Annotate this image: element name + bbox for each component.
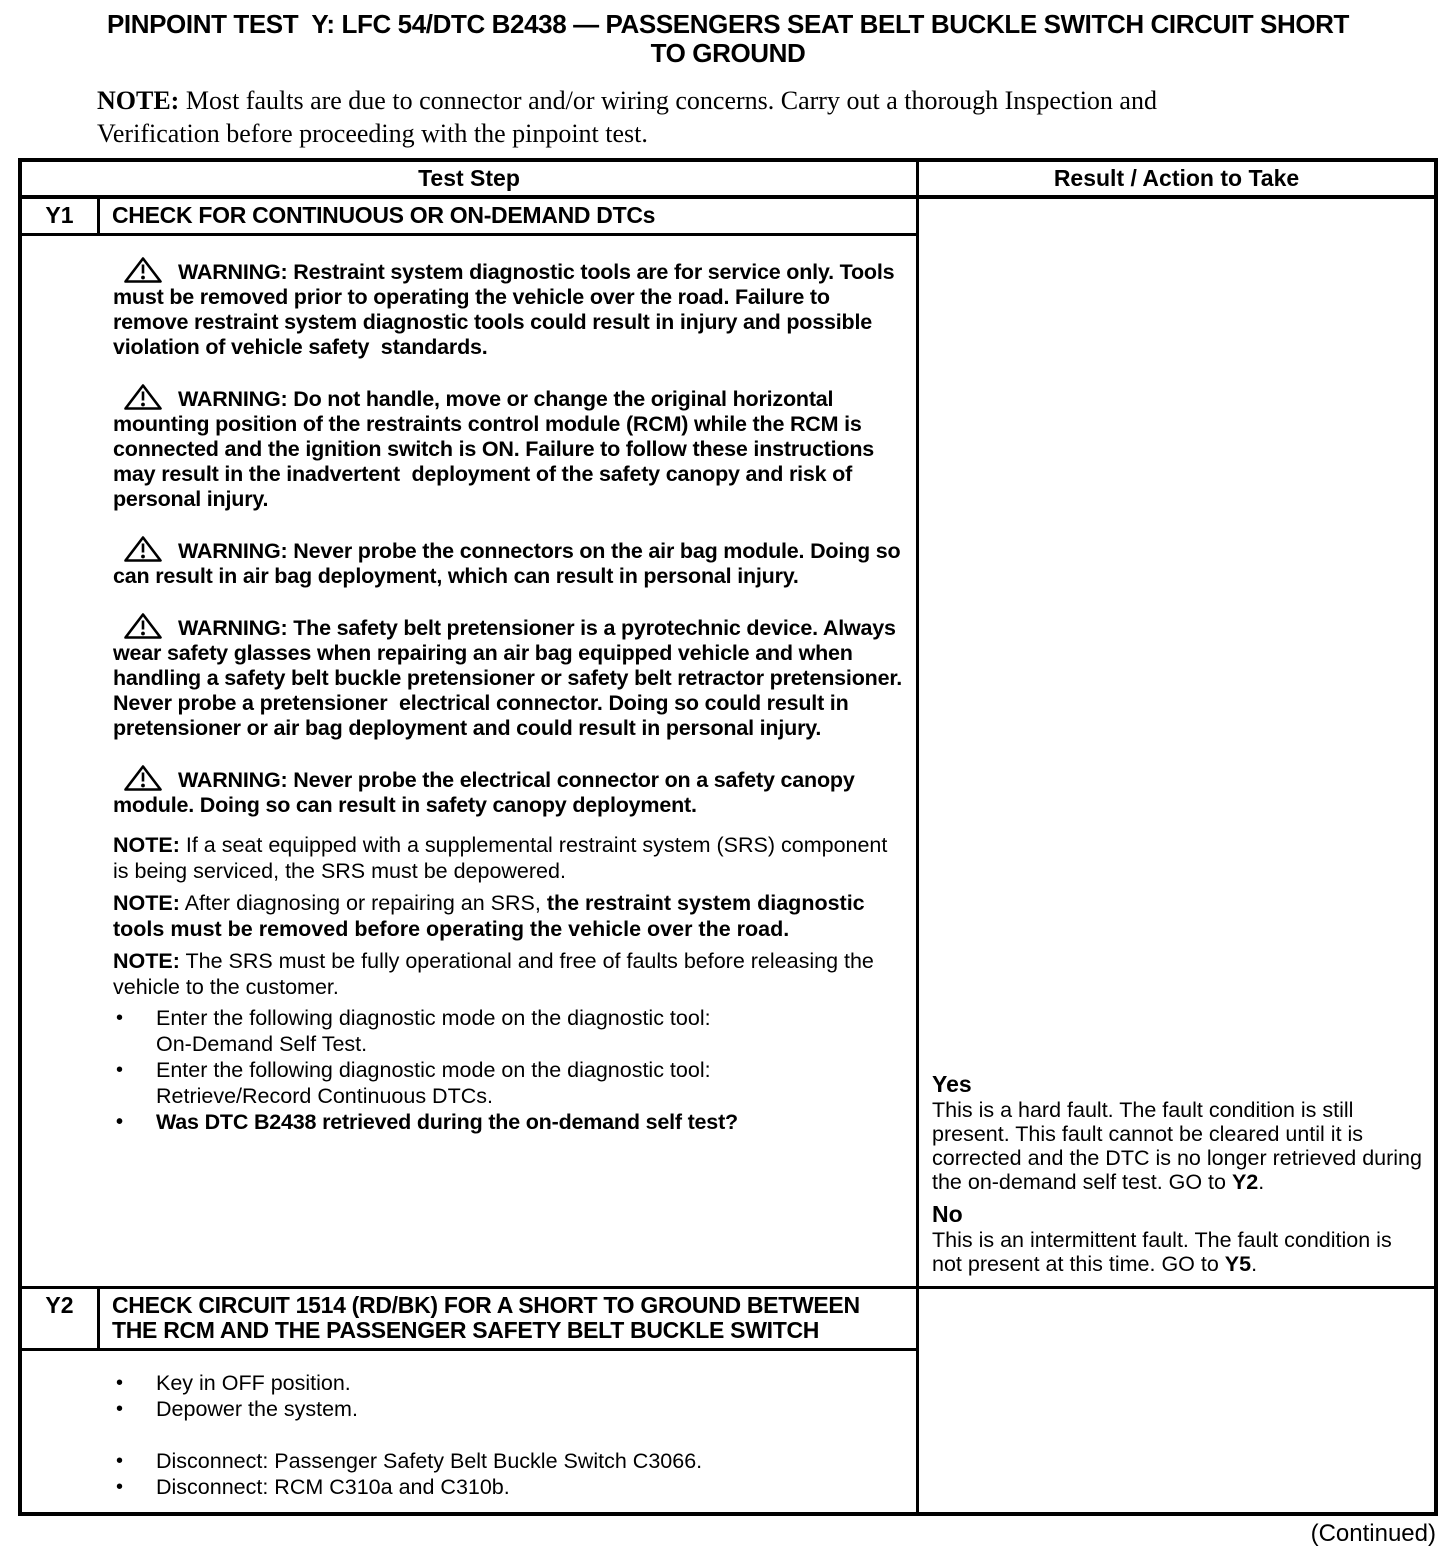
note-text: After diagnosing or repairing an SRS, bbox=[184, 891, 547, 915]
bullet-item bbox=[113, 1109, 904, 1135]
step-y1-id: Y1 bbox=[22, 199, 100, 233]
bullet-item bbox=[113, 1057, 904, 1109]
warning-icon bbox=[123, 256, 163, 284]
note-bold-text: the restraint system diagnostic tools must be removed before operating the vehicle over the road. bbox=[113, 891, 865, 941]
bullet-text bbox=[156, 1005, 904, 1057]
warning-icon bbox=[123, 764, 163, 792]
page-title-line2: TO GROUND bbox=[650, 38, 806, 68]
warning-text: WARNING: Restraint system diagnostic tools are for service only. Tools must be removed prior to operating the vehicle over the road. Failure to remove restraint system diagnostic tools could result in injury and possible violation of vehicle safety standards. bbox=[113, 260, 901, 359]
bullet-line: Retrieve/Record Continuous DTCs. bbox=[156, 1084, 493, 1108]
bullet-text: • Key in OFF position. bbox=[156, 1371, 351, 1395]
intro-note-text: Most faults are due to connector and/or wiring concerns. Carry out a thorough Inspection and Verification before proceeding with the pinpoint test. bbox=[97, 86, 1157, 148]
intro-note bbox=[97, 84, 1222, 150]
result-yes-text bbox=[932, 1098, 1424, 1194]
bullet-line: On-Demand Self Test. bbox=[156, 1032, 368, 1056]
warning-text: WARNING: Never probe the connectors on the air bag module. Doing so can result in air bag deployment, which can result in personal injury. bbox=[113, 539, 907, 588]
note-label: NOTE: bbox=[113, 891, 180, 915]
bullet-list bbox=[113, 1005, 904, 1135]
note-label: NOTE: bbox=[113, 949, 180, 973]
step-block-y1 bbox=[22, 199, 1434, 1286]
warning-paragraph bbox=[113, 256, 904, 360]
warning-icon bbox=[123, 383, 163, 411]
result-text-segment: . bbox=[1251, 1252, 1258, 1276]
bullet-text bbox=[156, 1057, 904, 1109]
result-text-segment: . bbox=[1258, 1170, 1265, 1194]
warning-icon bbox=[123, 535, 163, 563]
warning-paragraph bbox=[113, 535, 907, 589]
warning-icon bbox=[123, 612, 163, 640]
note-paragraph bbox=[113, 890, 904, 942]
warning-paragraph bbox=[113, 612, 908, 741]
pinpoint-test-table bbox=[18, 158, 1438, 1516]
bullet-item bbox=[113, 1396, 904, 1422]
step-y1-body bbox=[22, 236, 916, 1286]
warning-paragraph bbox=[113, 383, 904, 512]
bullet-line: Enter the following diagnostic mode on the diagnostic tool: bbox=[156, 1058, 711, 1082]
bullet-line: Enter the following diagnostic mode on the diagnostic tool: bbox=[156, 1006, 711, 1030]
step-y2-body bbox=[22, 1351, 916, 1512]
result-cell-y2 bbox=[916, 1289, 1434, 1512]
bullet-text: • Depower the system. bbox=[156, 1397, 358, 1421]
document-page bbox=[0, 10, 1456, 1552]
result-text-segment: This is an intermittent fault. The fault condition is not present at this time. GO to bbox=[932, 1228, 1392, 1276]
result-yes-label: Yes bbox=[932, 1071, 972, 1097]
step-block-y2 bbox=[22, 1286, 1434, 1512]
result-no-label: No bbox=[932, 1201, 963, 1227]
step-y1-head bbox=[22, 199, 916, 236]
bullet-item bbox=[113, 1474, 904, 1500]
note-paragraph bbox=[113, 948, 904, 1000]
column-header-result: Result / Action to Take bbox=[916, 162, 1434, 195]
step-y1-left bbox=[22, 199, 916, 1286]
intro-note-label: NOTE: bbox=[97, 86, 180, 115]
bullet-list bbox=[113, 1370, 904, 1422]
result-goto-step: Y5 bbox=[1224, 1252, 1252, 1276]
column-header-test-step: Test Step bbox=[418, 165, 520, 191]
note-text: If a seat equipped with a supplemental restraint system (SRS) component is being serviced, the SRS must be depowered. bbox=[113, 833, 888, 883]
bullet-item bbox=[113, 1370, 904, 1396]
step-y1-title: CHECK FOR CONTINUOUS OR ON-DEMAND DTCs bbox=[112, 202, 656, 228]
continued-label: (Continued) bbox=[1310, 1520, 1436, 1547]
warning-text: WARNING: Do not handle, move or change the original horizontal mounting position of the restraints control module (RCM) while the RCM is connected and the ignition switch is ON. Failure to follow these instructions may result in the inadvertent deployment of the safety canopy and risk of personal injury. bbox=[113, 387, 880, 511]
page-title bbox=[16, 10, 1440, 68]
result-cell-y1 bbox=[916, 199, 1434, 1286]
warning-paragraph bbox=[113, 764, 904, 818]
note-text: The SRS must be fully operational and free of faults before releasing the vehicle to the customer. bbox=[113, 949, 874, 999]
bullet-item bbox=[113, 1448, 904, 1474]
result-text-segment: This is a hard fault. The fault condition is still present. This fault cannot be cleared until it is corrected and the DTC is no longer retrieved during the on-demand self test. GO to bbox=[932, 1098, 1422, 1194]
note-paragraph bbox=[113, 832, 904, 884]
warning-text: WARNING: The safety belt pretensioner is a pyrotechnic device. Always wear safety glasses when repairing an air bag equipped vehicle and when handling a safety belt buckle pretensioner or safety belt retractor pretensioner. Never probe a pretensioner electrical connector. Doing so could result in pretensioner or air bag deployment and could result in personal injury. bbox=[113, 616, 908, 740]
result-goto-step: Y2 bbox=[1231, 1170, 1259, 1194]
bullet-list bbox=[113, 1448, 904, 1500]
bullet-text: • Disconnect: RCM C310a and C310b. bbox=[156, 1475, 510, 1499]
table-header-row bbox=[22, 162, 1434, 199]
bullet-item bbox=[113, 1005, 904, 1057]
step-y2-head bbox=[22, 1289, 916, 1351]
bullet-text: • Was DTC B2438 retrieved during the on-demand self test? bbox=[156, 1110, 738, 1134]
step-y2-title: CHECK CIRCUIT 1514 (RD/BK) FOR A SHORT TO GROUND BETWEEN THE RCM AND THE PASSENGER SAFETY BELT BUCKLE SWITCH bbox=[112, 1292, 860, 1343]
result-no-text bbox=[932, 1228, 1424, 1276]
step-y2-id: Y2 bbox=[22, 1289, 100, 1348]
bullet-text: • Disconnect: Passenger Safety Belt Buckle Switch C3066. bbox=[156, 1449, 703, 1473]
page-title-line1: PINPOINT TEST Y: LFC 54/DTC B2438 — PASSENGERS SEAT BELT BUCKLE SWITCH CIRCUIT SHORT bbox=[106, 9, 1350, 39]
note-label: NOTE: bbox=[113, 833, 180, 857]
step-y2-left bbox=[22, 1289, 916, 1512]
warning-text: WARNING: Never probe the electrical connector on a safety canopy module. Doing so can result in safety canopy deployment. bbox=[113, 768, 861, 817]
